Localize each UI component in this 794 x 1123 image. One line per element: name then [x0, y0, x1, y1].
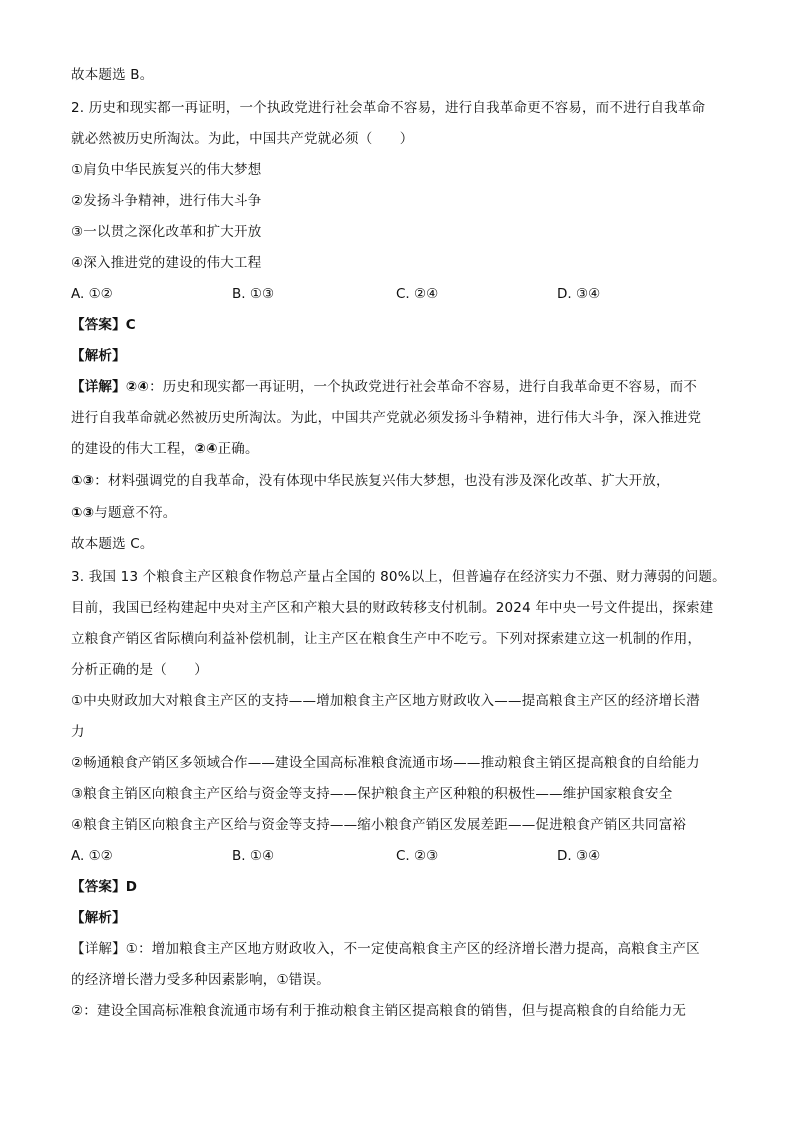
q2-answer: 【答案】C — [71, 317, 136, 333]
q2-detail-line-5-text: 与题意不符。 — [94, 505, 177, 521]
q3-item-2: ②畅通粮食产销区多领域合作——建设全国高标准粮食流通市场——推动粮食主销区提高粮食的自给能力 — [71, 755, 700, 771]
q2-detail-line-3 — [71, 440, 734, 458]
q2-detail-line-4-text: ：材料强调党的自我革命，没有体现中华民族复兴伟大梦想，也没有涉及深化改革、扩大开放， — [94, 473, 670, 489]
q2-option-c: C. ②④ — [396, 286, 439, 302]
q3-detail-line-2: 的经济增长潜力受多种因素影响，①错误。 — [71, 972, 330, 988]
q2-stem-line-2: 就必然被历史所淘汰。为此，中国共产党就必须（ ） — [71, 131, 414, 147]
q3-item-1-line-2: 力 — [71, 724, 85, 740]
q2-stem-line-1: 2. 历史和现实都一再证明，一个执政党进行社会革命不容易，进行自我革命更不容易，而不进行自我革命 — [71, 100, 706, 116]
q2-option-d: D. ③④ — [557, 286, 601, 302]
q3-detail-line-1: 【详解】①：增加粮食主产区地方财政收入，不一定使高粮食主产区的经济增长潜力提高，高粮食主产区 — [71, 941, 700, 957]
q2-item-3: ③一以贯之深化改革和扩大开放 — [71, 224, 262, 240]
q3-item-4: ④粮食主销区向粮食主产区给与资金等支持——缩小粮食产销区发展差距——促进粮食产销区共同富裕 — [71, 817, 687, 833]
q2-detail-line-3-end: 正确。 — [217, 441, 259, 457]
q2-item-1: ①肩负中华民族复兴的伟大梦想 — [71, 162, 262, 178]
q2-conclusion: 故本题选 C。 — [71, 536, 154, 552]
q3-stem-line-4: 分析正确的是（ ） — [71, 662, 208, 678]
q3-analysis-label: 【解析】 — [71, 910, 126, 926]
q3-answer: 【答案】D — [71, 879, 138, 895]
q3-option-b: B. ①④ — [232, 848, 275, 864]
q3-option-c: C. ②③ — [396, 848, 439, 864]
q3-item-3: ③粮食主销区向粮食主产区给与资金等支持——保护粮食主产区种粮的积极性——维护国家粮食安全 — [71, 786, 673, 802]
q2-detail-line-1 — [71, 378, 734, 396]
q3-stem-line-3: 立粮食产销区省际横向利益补偿机制，让主产区在粮食生产中不吃亏。下列对探索建立这一机制的作用， — [71, 631, 702, 647]
q3-item-1-line-1: ①中央财政加大对粮食主产区的支持——增加粮食主产区地方财政收入——提高粮食主产区的经济增长潜 — [71, 693, 700, 709]
q2-detail-lead: 【详解】②④ — [71, 379, 150, 395]
q2-detail-line-5 — [71, 504, 734, 522]
q2-detail-line-2: 进行自我革命就必然被历史所淘汰。为此，中国共产党就必须发扬斗争精神，进行伟大斗争，深入推进党 — [71, 410, 702, 426]
q3-option-d: D. ③④ — [557, 848, 601, 864]
q2-detail-line-4 — [71, 472, 734, 490]
q2-detail-line-4-lead: ①③ — [71, 473, 95, 489]
q2-detail-line-3-text: 的建设的伟大工程， — [71, 441, 195, 457]
q3-stem-line-1: 3. 我国 13 个粮食主产区粮食作物总产量占全国的 80%以上，但普遍存在经济实力不强、财力薄弱的问题。 — [71, 569, 726, 585]
q2-detail-text: ：历史和现实都一再证明，一个执政党进行社会革命不容易，进行自我革命更不容易，而不 — [149, 379, 698, 395]
q2-option-b: B. ①③ — [232, 286, 275, 302]
q2-option-a: A. ①② — [71, 286, 113, 302]
q2-detail-line-5-lead: ①③ — [71, 505, 95, 521]
q2-item-4: ④深入推进党的建设的伟大工程 — [71, 255, 262, 271]
previous-conclusion: 故本题选 B。 — [71, 67, 154, 83]
q3-option-a: A. ①② — [71, 848, 113, 864]
q3-stem-line-2: 目前，我国已经构建起中央对主产区和产粮大县的财政转移支付机制。2024 年中央一号文件提出，探索建 — [71, 600, 714, 616]
q2-analysis-label: 【解析】 — [71, 348, 126, 364]
q2-detail-line-3-bold: ②④ — [194, 441, 218, 457]
q3-detail-line-3: ②：建设全国高标准粮食流通市场有利于推动粮食主销区提高粮食的销售，但与提高粮食的自给能力无 — [71, 1003, 687, 1019]
q2-item-2: ②发扬斗争精神，进行伟大斗争 — [71, 193, 262, 209]
